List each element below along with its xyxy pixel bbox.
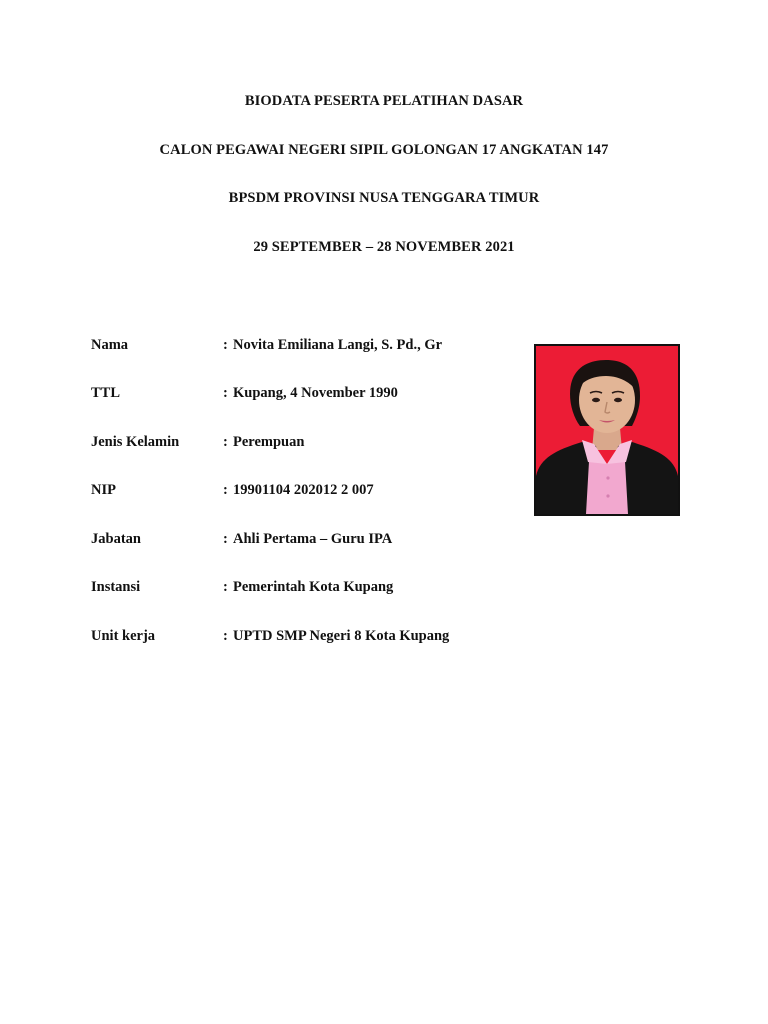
field-label: Jenis Kelamin — [91, 434, 180, 450]
document-date-range: 29 SEPTEMBER – 28 NOVEMBER 2021 — [253, 239, 515, 255]
field-separator: : — [223, 628, 228, 644]
field-value: 19901104 202012 2 007 — [233, 482, 374, 498]
field-separator: : — [223, 531, 228, 547]
field-label: Jabatan — [91, 531, 141, 547]
field-value: Kupang, 4 November 1990 — [233, 385, 398, 401]
field-label: Nama — [91, 337, 129, 353]
portrait-photo — [534, 344, 680, 516]
document-institution: BPSDM PROVINSI NUSA TENGGARA TIMUR — [228, 190, 540, 206]
portrait-illustration — [536, 346, 678, 514]
field-label: Unit kerja — [91, 628, 156, 644]
field-label: Instansi — [91, 579, 141, 595]
field-separator: : — [223, 434, 228, 450]
field-label: TTL — [91, 385, 121, 401]
field-value: Pemerintah Kota Kupang — [233, 579, 394, 595]
field-separator: : — [223, 579, 228, 595]
field-label: NIP — [91, 482, 116, 498]
document-title: BIODATA PESERTA PELATIHAN DASAR — [244, 93, 524, 109]
field-separator: : — [223, 337, 228, 353]
field-separator: : — [223, 482, 228, 498]
field-value: Novita Emiliana Langi, S. Pd., Gr — [233, 337, 443, 353]
field-value: UPTD SMP Negeri 8 Kota Kupang — [233, 628, 450, 644]
field-separator: : — [223, 385, 228, 401]
field-value: Perempuan — [233, 434, 305, 450]
document-subtitle: CALON PEGAWAI NEGERI SIPIL GOLONGAN 17 ANGKATAN 147 — [159, 142, 609, 158]
field-value: Ahli Pertama – Guru IPA — [233, 531, 393, 547]
